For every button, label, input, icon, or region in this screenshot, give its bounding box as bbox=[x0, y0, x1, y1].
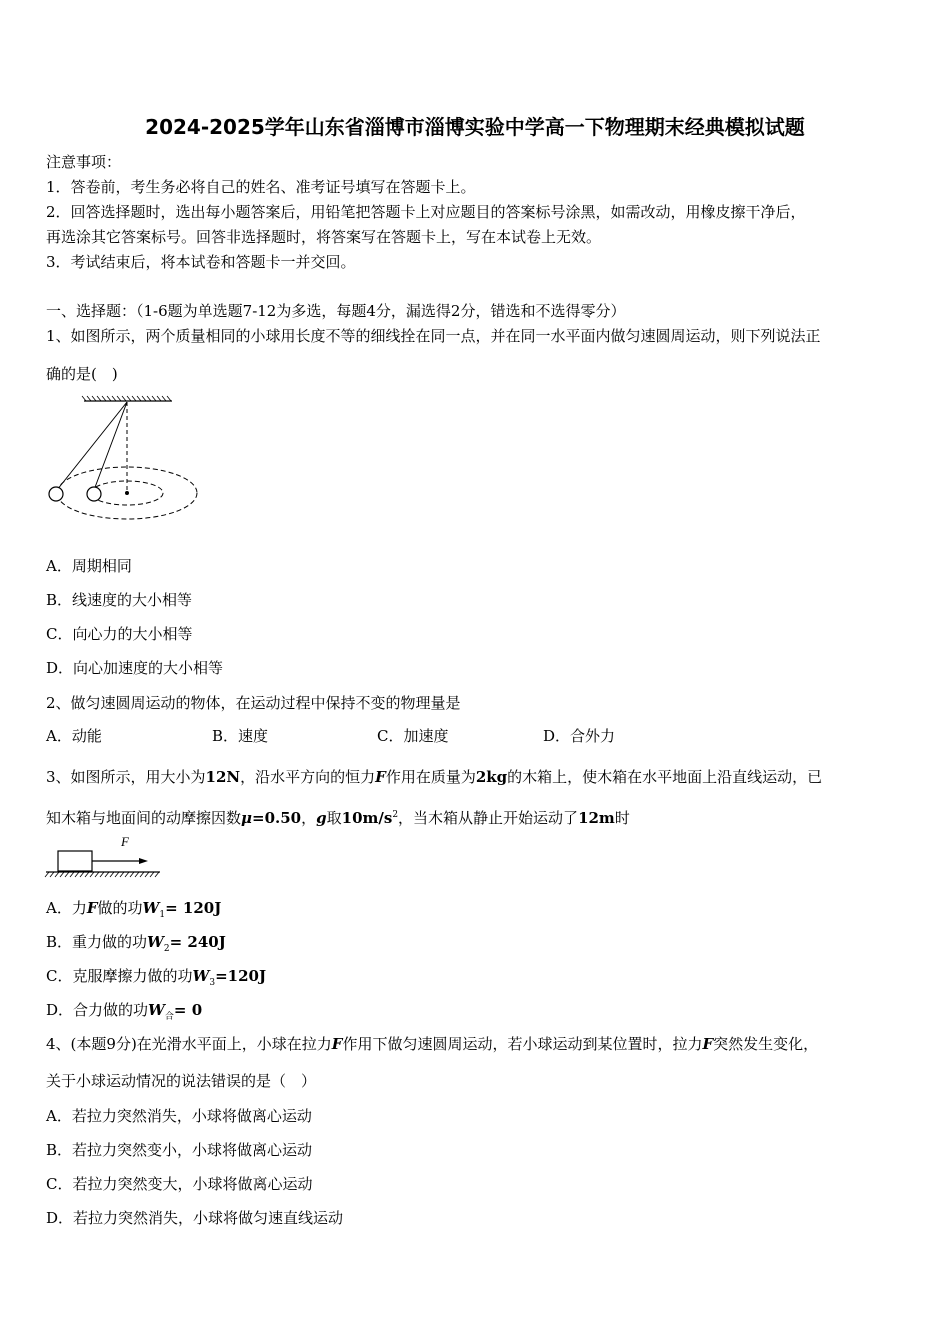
q3-g-symbol: g bbox=[316, 809, 327, 827]
q4-option-b: B．若拉力突然变小，小球将做离心运动 bbox=[46, 1141, 313, 1159]
q2-option-b: B．速度 bbox=[212, 727, 269, 745]
q3-distance-value: 12m bbox=[578, 809, 615, 827]
q1-option-d: D．向心加速度的大小相等 bbox=[46, 659, 224, 677]
q3-option-b-value: = 240J bbox=[169, 933, 226, 951]
q3-option-d-w: W bbox=[148, 1001, 165, 1019]
q3-box-force-figure bbox=[44, 832, 164, 880]
q3-mass-value: 2kg bbox=[475, 768, 508, 786]
notice-heading: 注意事项： bbox=[46, 153, 122, 171]
q4-force-symbol: F bbox=[702, 1035, 714, 1053]
q3-option-d-value: = 0 bbox=[173, 1001, 203, 1019]
q4-force-symbol: F bbox=[331, 1035, 343, 1053]
q2-stem: 2、做匀速圆周运动的物体，在运动过程中保持不变的物理量是 bbox=[46, 694, 461, 712]
q3-option-c-sub: 3 bbox=[209, 978, 216, 988]
q3-text: 3、如图所示，用大小为 bbox=[46, 768, 206, 786]
q3-option-b-sub: 2 bbox=[163, 944, 170, 954]
q1-conical-pendulum-figure bbox=[44, 394, 204, 524]
q2-options-row bbox=[46, 725, 746, 747]
q3-option-a-value: = 120J bbox=[165, 899, 222, 917]
q3-option-a-w: W bbox=[142, 899, 160, 917]
q3-text: 时 bbox=[614, 809, 630, 827]
q2-option-c: C．加速度 bbox=[377, 727, 449, 745]
q1-stem-line2: 确的是( ) bbox=[46, 365, 118, 383]
section-heading: 一、选择题：（1-6题为单选题7-12为多选，每题4分，漏选得2分，错选和不选得零分） bbox=[46, 302, 626, 320]
q1-stem-line1: 1、如图所示，两个质量相同的小球用长度不等的细线拴在同一点，并在同一水平面内做匀速圆周运动，则下列说法正 bbox=[46, 327, 821, 345]
q3-option-a-text: A．力 bbox=[46, 899, 87, 917]
q4-option-a: A．若拉力突然消失，小球将做离心运动 bbox=[46, 1107, 312, 1125]
q2-option-a: A．动能 bbox=[46, 727, 102, 745]
q3-text: 取 bbox=[326, 809, 342, 827]
q1-option-b: B．线速度的大小相等 bbox=[46, 591, 193, 609]
q3-text: 知木箱与地面间的动摩擦因数 bbox=[46, 809, 242, 827]
q2-option-d: D．合外力 bbox=[543, 727, 616, 745]
q3-text: ， bbox=[301, 809, 317, 827]
q4-stem-line2: 关于小球运动情况的说法错误的是（ ） bbox=[46, 1072, 317, 1090]
q3-option-b-w: W bbox=[147, 933, 164, 951]
q4-text: 突然发生变化， bbox=[713, 1035, 819, 1053]
q3-option-d bbox=[46, 999, 202, 1028]
notice-item-2-cont: 再选涂其它答案标号。回答非选择题时，将答案写在答题卡上，写在本试卷上无效。 bbox=[46, 228, 602, 246]
q3-option-c-text: C．克服摩擦力做的功 bbox=[46, 967, 193, 985]
q3-option-a-text: 做的功 bbox=[97, 899, 143, 917]
q3-option-c bbox=[46, 965, 266, 994]
q3-stem-line2 bbox=[46, 804, 630, 829]
q3-g-exponent: 2 bbox=[392, 810, 399, 820]
q3-text: 作用在质量为 bbox=[385, 768, 476, 786]
q3-option-a-force: F bbox=[86, 899, 98, 917]
q3-mu-value: =0.50 bbox=[252, 809, 302, 827]
q3-option-c-value: =120J bbox=[215, 967, 267, 985]
q3-option-a-sub: 1 bbox=[159, 910, 166, 920]
q3-text: 的木箱上，使木箱在水平地面上沿直线运动，已 bbox=[507, 768, 823, 786]
q3-force-value: 12N bbox=[205, 768, 241, 786]
q3-text: ，当木箱从静止开始运动了 bbox=[398, 809, 579, 827]
q3-arrow-icon bbox=[139, 858, 148, 864]
q3-option-b-text: B．重力做的功 bbox=[46, 933, 148, 951]
notice-item-2: 2．回答选择题时，选出每小题答案后，用铅笔把答题卡上对应题目的答案标号涂黑，如需改动，用橡皮擦干净后， bbox=[46, 203, 806, 221]
q3-option-c-w: W bbox=[192, 967, 210, 985]
page-title: 2024-2025学年山东省淄博市淄博实验中学高一下物理期末经典模拟试题 bbox=[145, 115, 805, 139]
q3-mu-symbol: μ bbox=[241, 809, 252, 827]
q4-option-d: D．若拉力突然消失，小球将做匀速直线运动 bbox=[46, 1209, 344, 1227]
q4-text: 作用下做匀速圆周运动，若小球运动到某位置时，拉力 bbox=[342, 1035, 703, 1053]
q3-figure-force-label: F bbox=[121, 834, 129, 849]
q3-stem-line1 bbox=[46, 766, 822, 788]
q3-option-a bbox=[46, 897, 221, 926]
q3-g-value: 10m/s bbox=[341, 809, 393, 827]
q3-option-d-sub: 合 bbox=[164, 1012, 174, 1022]
q4-option-c: C．若拉力突然变大，小球将做离心运动 bbox=[46, 1175, 313, 1193]
q1-option-c: C．向心力的大小相等 bbox=[46, 625, 193, 643]
q3-option-b bbox=[46, 931, 226, 960]
q3-force-symbol: F bbox=[375, 768, 386, 786]
q1-option-a: A．周期相同 bbox=[46, 557, 132, 575]
notice-item-3: 3．考试结束后，将本试卷和答题卡一并交回。 bbox=[46, 253, 356, 271]
q4-stem-line1 bbox=[46, 1033, 818, 1055]
q3-option-d-text: D．合力做的功 bbox=[46, 1001, 149, 1019]
notice-item-1: 1．答卷前，考生务必将自己的姓名、准考证号填写在答题卡上。 bbox=[46, 178, 476, 196]
q4-text: 4、(本题9分)在光滑水平面上，小球在拉力 bbox=[46, 1035, 332, 1053]
q3-text: ，沿水平方向的恒力 bbox=[240, 768, 376, 786]
q3-box bbox=[58, 851, 92, 871]
